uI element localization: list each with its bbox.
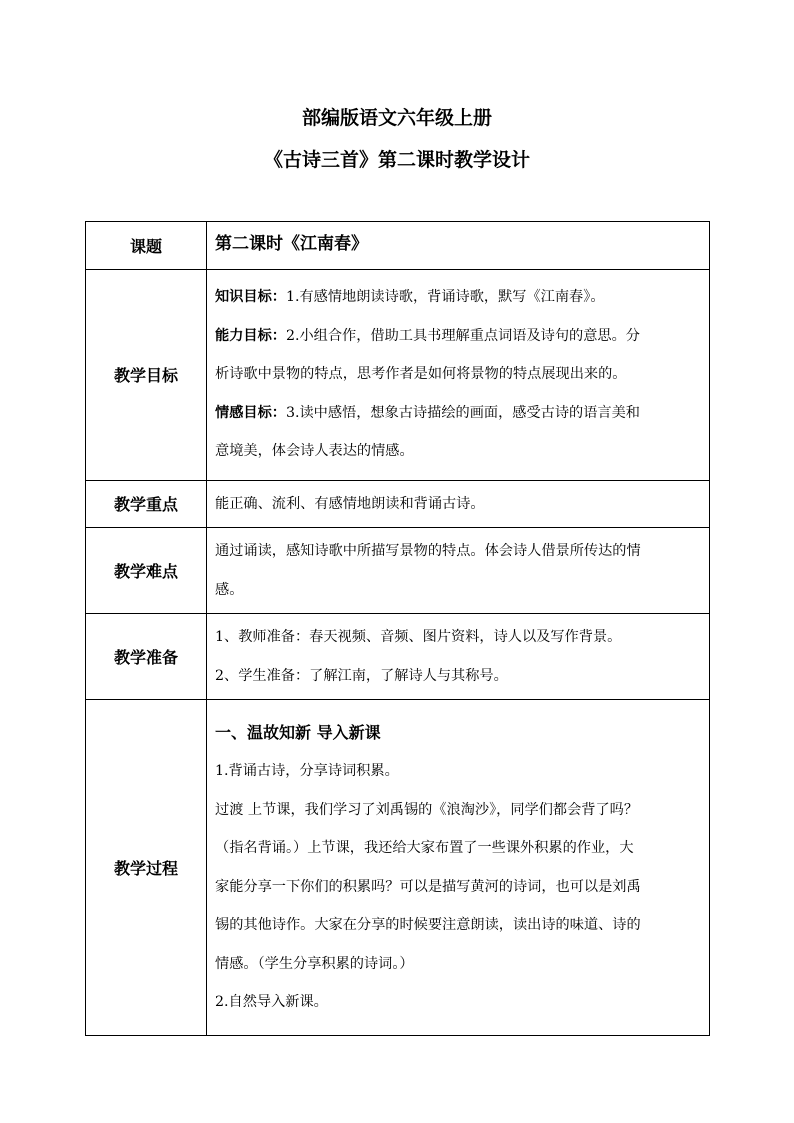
key-points-label: 教学重点 [86, 480, 207, 528]
ability-goal-text-2: 析诗歌中景物的特点，思考作者是如何将景物的特点展现出来的。 [215, 366, 627, 383]
topic-cell [207, 222, 710, 270]
table-row-preparation [86, 614, 710, 700]
topic-value: 第二课时《江南春》 [215, 234, 368, 254]
table-row-key-points [86, 480, 710, 528]
process-paragraph-line-2: （指名背诵。）上节课，我还给大家布置了一些课外积累的作业，大 [215, 840, 634, 856]
ability-goal-text-1: 2.小组合作，借助工具书理解重点词语及诗句的意思。分 [285, 327, 640, 344]
document-subtitle: 《古诗三首》第二课时教学设计 [263, 149, 530, 171]
difficulties-text-1: 通过诵读，感知诗歌中所描写景物的特点。体会诗人借景所传达的情 [215, 543, 641, 559]
key-points-text: 能正确、流利、有感情地朗读和背诵古诗。 [215, 495, 485, 512]
process-paragraph-line-3: 家能分享一下你们的积累吗？可以是描写黄河的诗词，也可以是刘禹 [215, 878, 641, 895]
table-row-topic [86, 222, 710, 270]
knowledge-goal [215, 278, 701, 317]
document-title: 部编版语文六年级上册 [301, 107, 492, 129]
ability-goal [215, 317, 701, 356]
topic-label: 课题 [86, 222, 207, 270]
process-paragraph-line-1: 过渡 上节课，我们学习了刘禹锡的《浪淘沙》，同学们都会背了吗？ [215, 801, 639, 818]
lesson-plan-table [85, 221, 710, 1036]
process-step-2: 2.自然导入新课。 [215, 994, 328, 1010]
ability-goal-label: 能力目标： [215, 327, 286, 344]
difficulties-text-2: 感。 [215, 581, 244, 598]
preparation-item-student: 2、学生准备：了解江南，了解诗人与其称号。 [215, 667, 508, 684]
emotion-goal-text-1: 3.读中感悟，想象古诗描绘的画面，感受古诗的语言美和 [285, 404, 640, 421]
process-section-title: 一、温故知新 导入新课 [215, 722, 381, 742]
table-row-goals [86, 269, 710, 480]
preparation-item-teacher: 1、教师准备：春天视频、音频、图片资料，诗人以及写作背景。 [215, 629, 622, 645]
preparation-label: 教学准备 [86, 614, 207, 700]
process-cell [207, 700, 710, 1036]
table-row-process [86, 700, 710, 1036]
difficulties-label: 教学难点 [86, 528, 207, 614]
emotion-goal [215, 394, 701, 433]
process-paragraph-line-5: 情感。（学生分享积累的诗词。） [215, 955, 414, 972]
emotion-goal-label: 情感目标： [215, 404, 286, 421]
goals-label: 教学目标 [86, 269, 207, 480]
knowledge-goal-label: 知识目标： [215, 289, 286, 306]
process-paragraph-line-4: 锡的其他诗作。大家在分享的时候要注意朗读，读出诗的味道、诗的 [215, 917, 641, 933]
process-step-1: 1.背诵古诗，分享诗词积累。 [215, 763, 399, 779]
process-label: 教学过程 [86, 700, 207, 1036]
preparation-cell [207, 614, 710, 700]
table-row-difficulties [86, 528, 710, 614]
knowledge-goal-text: 1.有感情地朗读诗歌，背诵诗歌，默写《江南春》。 [285, 289, 605, 306]
emotion-goal-text-2: 意境美，体会诗人表达的情感。 [215, 443, 414, 460]
key-points-cell [207, 480, 710, 528]
difficulties-cell [207, 528, 710, 614]
goals-cell [207, 269, 710, 480]
